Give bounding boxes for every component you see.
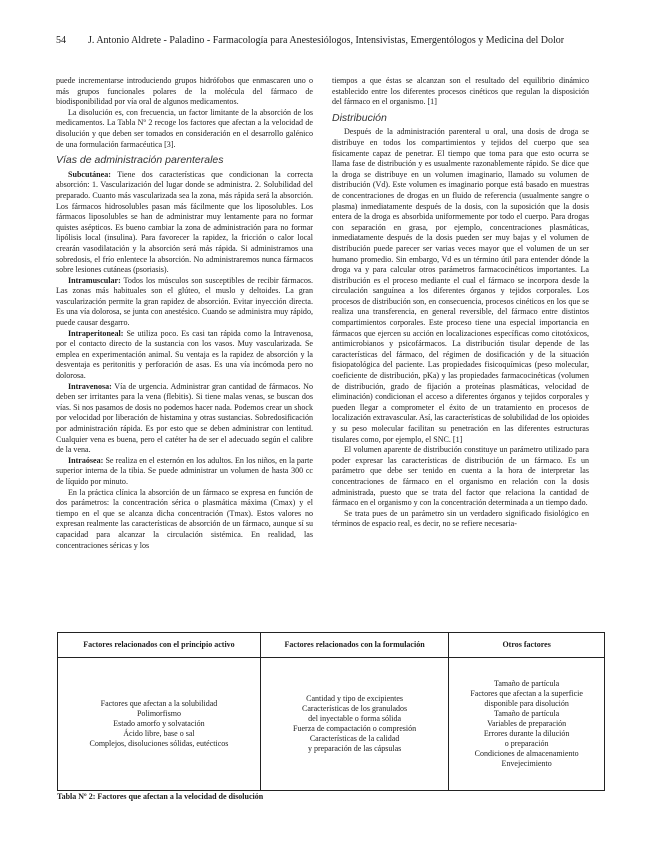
table-cell-otros xyxy=(449,658,605,791)
list-item: Fuerza de compactación o compresión xyxy=(293,724,417,733)
paragraph-intraosea xyxy=(56,456,313,488)
paragraph-intravenosa xyxy=(56,382,313,456)
list-item: Variables de preparación xyxy=(487,719,567,728)
paragraph: puede incrementarse introduciendo grupos hidrófobos que enmascaren uno o más grupos funcionales polares de la molécula del fármaco de biodisponibilidad por vía oral de algunos medicamentos. xyxy=(56,76,313,107)
left-column xyxy=(56,76,313,551)
text-subcutanea: Tiene dos características que condicionan la correcta absorción: 1. Vascularización del lugar donde se administra. 2. Solubilidad del preparado. Cuanto más vascularizada sea la zona, más rápida será la absorción. Los fármacos hidrosolubles pasan más fácilmente que los liposolubles. Los fármacos liposolubles se han de administrar muy lentamente para no formar quistes asépticos. Es bueno cambiar la zona de administración para no formar lipólisis local (insulina). Para favorecer la rapidez, la fricción o calor local crearán vasodilatación y la absorción será más rápida. Si administramos una sobredosis, el frío enlentece la absorción. No administraremos nunca fármacos sobre lesiones cutáneas (psoriasis). xyxy=(56,169,313,275)
page-number: 54 xyxy=(56,35,66,46)
paragraph-subcutanea xyxy=(56,170,313,276)
list-item: Factores que afectan a la superficie xyxy=(470,689,583,698)
list-item: Envejecimiento xyxy=(501,759,552,768)
term-intravenosa: Intravenosa: xyxy=(68,381,112,391)
paragraph-intraperitoneal xyxy=(56,329,313,382)
table-header: Factores relacionados con la formulación xyxy=(260,633,448,658)
text-intramuscular: Todos los músculos son susceptibles de recibir fármacos. Las zonas más habituales son el glúteo, el muslo y deltoides. La gran vascularización permite la gran rapidez de absorción. Evitar inyección directa. Es una vía dolorosa, se junta con anestésico. Cuando se administra muy rápido, puede causar desgarro. xyxy=(56,275,313,328)
list-item: Complejos, disoluciones sólidas, eutécticos xyxy=(89,739,229,748)
table-cell-formulacion xyxy=(260,658,448,791)
list-item: Tamaño de partícula xyxy=(494,709,560,718)
list-item: Polimorfismo xyxy=(136,709,181,718)
text-intraperitoneal: Se utiliza poco. Es casi tan rápida como la Intravenosa, por el contacto directo de la sustancia con los vasos. Muy vascularizada. Se emplea en experimentación animal. Su ventaja es la rapidez de absorción y la desventaja es peritonitis y perforación de asas. Es una vía incómoda pero no dolorosa. xyxy=(56,328,313,381)
list-item: Características de la calidad xyxy=(309,734,400,743)
paragraph: Después de la administración parenteral u oral, una dosis de droga se distribuye en todos los compartimientos y tejidos del cuerpo que sea físicamente capaz de penetrar. El tiempo que toma para que esto ocurra se llama fase de distribución y es usualmente razonablemente rápido. Se dice que la droga se distribuye en un volumen imaginario, llamado su volumen de distribución (Vd). Este volumen es imaginario porque está basado en muestras de concentraciones de drogas en un fluido de referencia (usualmente sangre o plasma) inmediatamente después de la dosis, con la suposición que la dosis entera de la droga es absorbida uniformemente por todo el cuerpo. Para drogas con separación en grasa, por ejemplo, concentraciones plasmáticas, inmediatamente después de la dosis pueden ser muy bajas y el volumen de distribución puede parecer ser varias veces mayor que el volumen de un ser humano promedio. Sin embargo, Vd es un término útil para entender dónde la droga va y para calcular otros parámetros farmacocinéticos importantes. La distribución es el proceso mediante el cual el fármaco se incorpora desde la circulación sanguínea a los diferentes órganos y tejidos corporales. Los procesos de distribución son, en consecuencia, procesos cinéticos en los que se realiza una transferencia, en general reversible, del fármaco entre distintos compartimientos corporales. Este proceso tiene una especial importancia en fármacos que ejercen su acción en localizaciones específicas como citotóxicos, antimicrobianos y psicofármacos. La distribución tisular depende de las características del fármaco, del régimen de dosificación y de la situación fisiopatológica del paciente. Las propiedades fisicoquímicas (peso molecular, coeficiente de distribución, pKa) y las propiedades farmacocinéticas (volumen de distribución, grado de fijación a proteínas plasmáticas, velocidad de eliminación) condicionan el acceso a diferentes órganos y tejidos corporales y pueden llegar a comprometer el éxito de un tratamiento en procesos de localización extravascular. Así, las características de solubilidad de los opioides y su peso molecular facilitan su penetración en las diferentes estructuras tisulares como, por ejemplo, el SNC. [1] xyxy=(332,127,589,444)
section-title-distribucion: Distribución xyxy=(332,111,387,124)
table-header: Factores relacionados con el principio activo xyxy=(58,633,261,658)
section-title-parenterales: Vías de administración parenterales xyxy=(56,154,224,167)
list-item: Características de los granulados xyxy=(302,704,408,713)
list-item: Ácido libre, base o sal xyxy=(123,729,195,738)
paragraph: Se trata pues de un parámetro sin un verdadero significado fisiológico en términos de espacio real, es decir, no se refiere necesaria- xyxy=(332,508,589,529)
right-column xyxy=(332,76,589,530)
table-header: Otros factores xyxy=(449,633,605,658)
list-item: Tamaño de partícula xyxy=(494,679,560,688)
list-item: o preparación xyxy=(504,739,549,748)
running-title: J. Antonio Aldrete - Paladino - Farmacología para Anestesiólogos, Intensivistas, Emergentólogos y Medicina del Dolor xyxy=(88,35,565,46)
text-intravenosa: Vía de urgencia. Administrar gran cantidad de fármacos. No deben ser irritantes para la vena (flebitis). Si tiene malas venas, se buscan dos vías. Si nos pasamos de dosis no podemos hacer nada. Podemos crear un shock por velocidad por liberación de histamina y otras sustancias. Sobredosificación por administración rápida. Es por esto que se deben administrar con lentitud. Cualquier vena es buena, pero el catéter ha de ser el adecuado según el calibre de la vena. xyxy=(56,381,313,455)
term-intraosea: Intraósea: xyxy=(68,455,104,465)
list-item: Errores durante la dilución xyxy=(483,729,570,738)
list-item: Estado amorfo y solvatación xyxy=(113,719,205,728)
text-intraosea: Se realiza en el esternón en los adultos. En los niños, en la parte superior interna de la tibia. Se puede administrar un volumen de hasta 300 cc de líquido por minuto. xyxy=(56,455,313,486)
paragraph: La disolución es, con frecuencia, un factor limitante de la absorción de los medicamentos. La Tabla Nº 2 recoge los factores que afectan a la velocidad de disolución y que deben ser tomados en consideración en el desarrollo galénico de una formulación farmacéutica [3]. xyxy=(56,107,313,149)
term-intraperitoneal: Intraperitoneal: xyxy=(68,328,124,338)
list-item: Cantidad y tipo de excipientes xyxy=(306,694,404,703)
paragraph: En la práctica clínica la absorción de un fármaco se expresa en función de dos parámetros: la concentración sérica o plasmática máxima (Cmax) y el tiempo en el que se alcanza dicha concentración (Tmax). Estos valores no expresan realmente las características de absorción de un fármaco, aunque sí su capacidad para alcanzar la circulación sistémica. En realidad, las concentraciones séricas y los xyxy=(56,487,313,550)
list-item: disponible para disolución xyxy=(484,699,569,708)
factors-table xyxy=(57,632,605,791)
list-item: Condiciones de almacenamiento xyxy=(474,749,579,758)
table-caption: Tabla Nº 2: Factores que afectan a la velocidad de disolución xyxy=(57,792,264,801)
paragraph-intramuscular xyxy=(56,276,313,329)
term-subcutanea: Subcutánea: xyxy=(68,169,111,179)
table-row xyxy=(58,658,605,791)
table-cell-principio-activo xyxy=(58,658,261,791)
paragraph: El volumen aparente de distribución constituye un parámetro utilizado para poder expresar las características de distribución de un fármaco. Es un parámetro que debe ser tenido en cuenta a la hora de interpretar las concentraciones de fármaco en el organismo en relación con la dosis administrada, puesto que se trata del factor que relaciona la cantidad de fármaco en el organismo y con la concentración determinada a un tiempo dado. xyxy=(332,445,589,508)
list-item: Factores que afectan a la solubilidad xyxy=(100,699,218,708)
list-item: del inyectable o forma sólida xyxy=(308,714,402,723)
term-intramuscular: Intramuscular: xyxy=(68,275,121,285)
paragraph: tiempos a que éstas se alcanzan son el resultado del equilibrio dinámico establecido entre los diferentes procesos cinéticos que regulan la disposición del fármaco en el organismo. [1] xyxy=(332,76,589,107)
list-item: y preparación de las cápsulas xyxy=(307,744,402,753)
